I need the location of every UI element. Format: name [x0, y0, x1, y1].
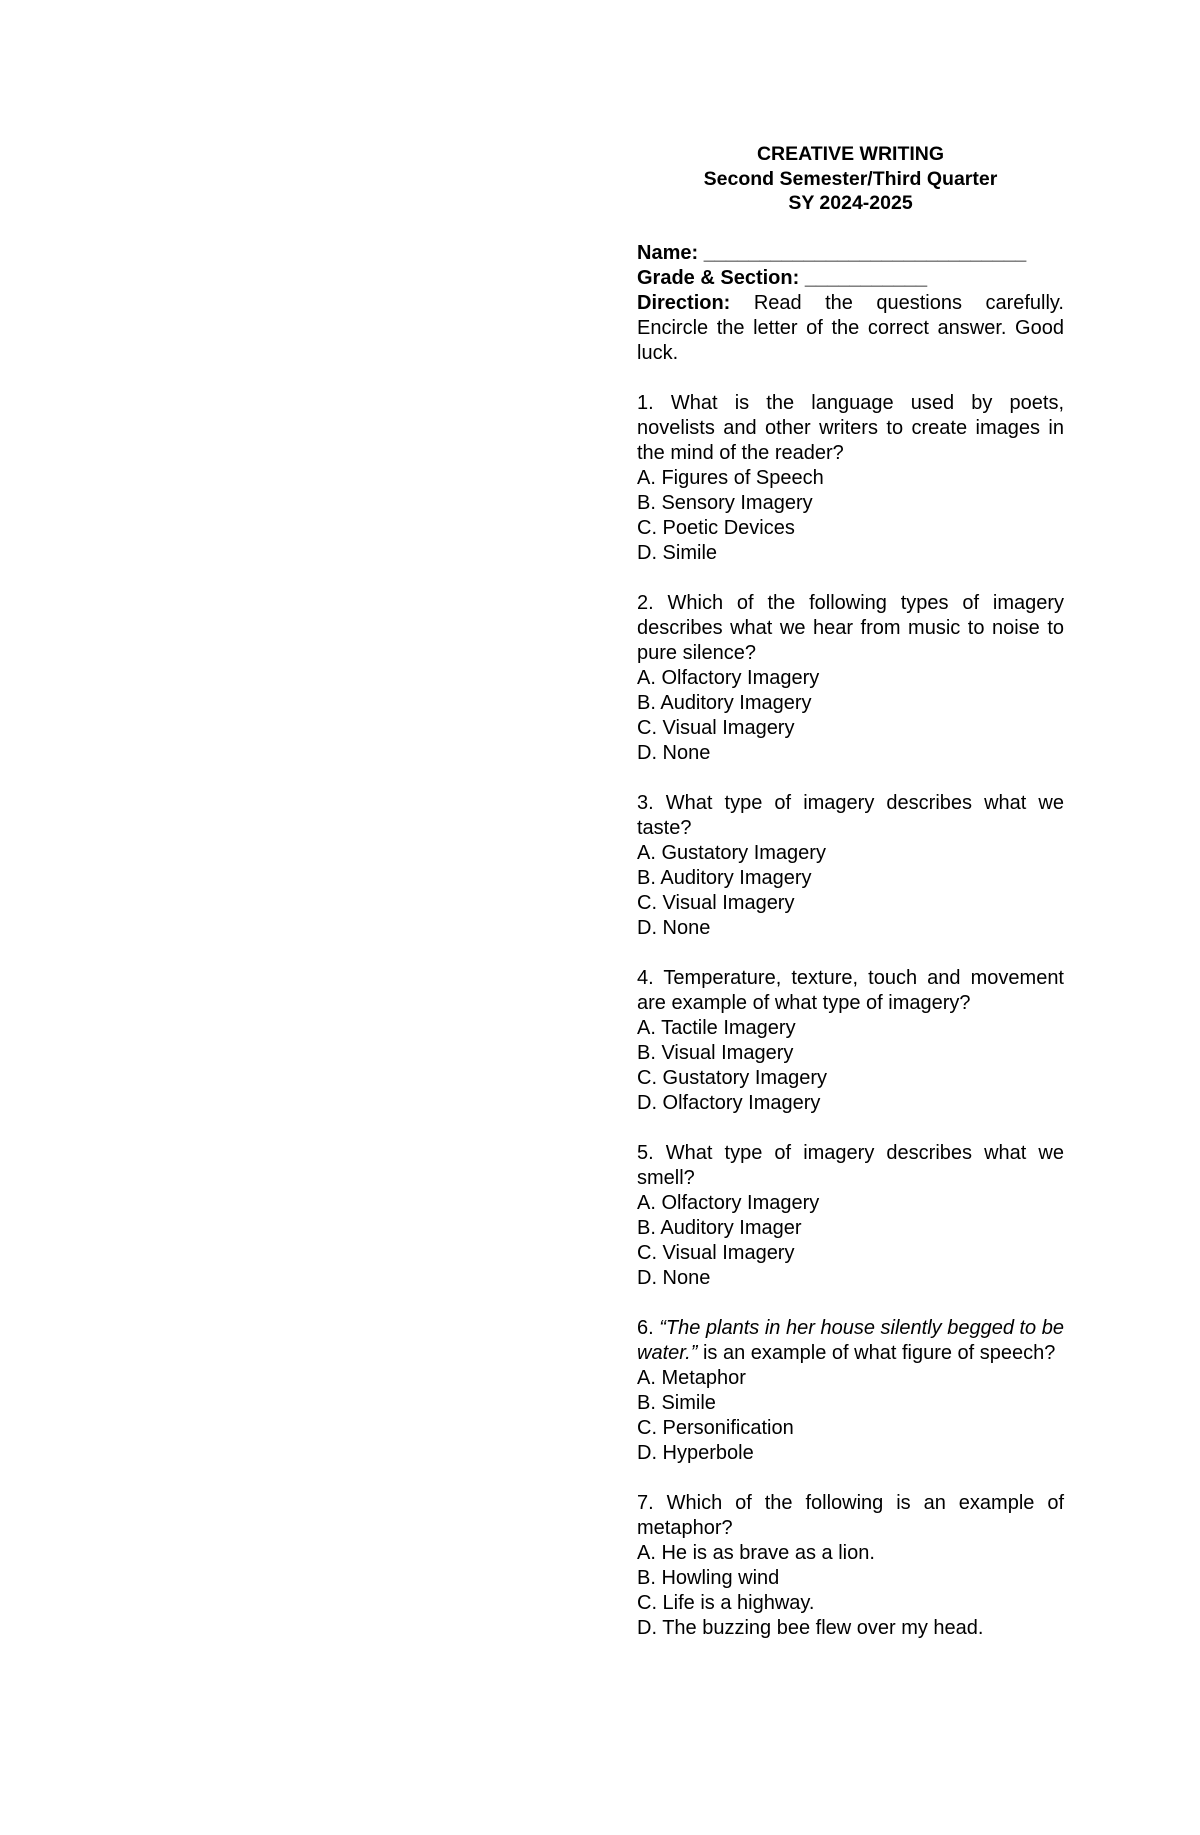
option-d: D. None	[637, 916, 711, 939]
option-a: A. He is as brave as a lion.	[637, 1541, 875, 1564]
option-b: B. Sensory Imagery	[637, 491, 813, 514]
direction-text: Read the questions carefully. Encircle the letter of the correct answer. Good luck.	[637, 291, 1064, 364]
grade-section-blank-line: ___________	[804, 266, 928, 289]
option-d: D. Simile	[637, 541, 718, 564]
question-5	[637, 1141, 1064, 1291]
question-7	[637, 1491, 1064, 1641]
question-text	[637, 591, 1064, 666]
question-3	[637, 791, 1064, 941]
question-number: 7.	[637, 1491, 654, 1514]
document-header	[637, 142, 1064, 216]
question-text	[637, 966, 1064, 1016]
question-text	[637, 1491, 1064, 1541]
option-d: D. The buzzing bee flew over my head.	[637, 1616, 984, 1639]
option-b: B. Auditory Imagery	[637, 866, 812, 889]
question-number: 1.	[637, 391, 654, 414]
question-2	[637, 591, 1064, 766]
question-text	[637, 791, 1064, 841]
option-d: D. None	[637, 741, 711, 764]
question-6	[637, 1316, 1064, 1466]
option-c: C. Poetic Devices	[637, 516, 795, 539]
question-prompt: Which of the following types of imagery describes what we hear from music to noise to pure silence?	[637, 591, 1065, 664]
grade-section-field	[637, 266, 1064, 291]
name-blank-line: _____________________________	[703, 241, 1027, 264]
question-prompt: What type of imagery describes what we taste?	[637, 791, 1064, 839]
question-1	[637, 391, 1064, 566]
question-4	[637, 966, 1064, 1116]
document-subtitle: Second Semester/Third Quarter	[703, 167, 998, 190]
grade-section-label: Grade & Section:	[637, 266, 800, 289]
name-label: Name:	[637, 241, 699, 264]
option-b: B. Simile	[637, 1391, 716, 1414]
direction	[637, 291, 1064, 366]
option-c: C. Gustatory Imagery	[637, 1066, 828, 1089]
name-field	[637, 241, 1064, 266]
option-d: D. None	[637, 1266, 711, 1289]
option-a: A. Figures of Speech	[637, 466, 824, 489]
school-year: SY 2024-2025	[788, 192, 913, 214]
document-title: CREATIVE WRITING	[756, 143, 945, 165]
question-text	[637, 1316, 1064, 1366]
option-c: C. Visual Imagery	[637, 1241, 795, 1264]
direction-label: Direction:	[637, 291, 731, 314]
option-d: D. Hyperbole	[637, 1441, 754, 1464]
option-c: C. Visual Imagery	[637, 716, 795, 739]
question-prompt: What is the language used by poets, novelists and other writers to create images in the mind of the reader?	[637, 391, 1065, 464]
question-prompt: What type of imagery describes what we smell?	[637, 1141, 1064, 1189]
option-b: B. Auditory Imagery	[637, 691, 812, 714]
option-a: A. Tactile Imagery	[637, 1016, 796, 1039]
question-text	[637, 1141, 1064, 1191]
option-b: B. Auditory Imager	[637, 1216, 802, 1239]
option-d: D. Olfactory Imagery	[637, 1091, 821, 1114]
question-quote: “The plants in her house silently begged to be water.”	[637, 1316, 1064, 1364]
option-a: A. Gustatory Imagery	[637, 841, 826, 864]
question-prompt: is an example of what figure of speech?	[702, 1341, 1056, 1364]
option-a: A. Olfactory Imagery	[637, 666, 820, 689]
option-c: C. Life is a highway.	[637, 1591, 815, 1614]
option-a: A. Metaphor	[637, 1366, 746, 1389]
spacer	[637, 216, 1064, 241]
question-number: 4.	[637, 966, 654, 989]
question-prompt: Which of the following is an example of metaphor?	[637, 1491, 1064, 1539]
question-text	[637, 391, 1064, 466]
option-b: B. Visual Imagery	[637, 1041, 794, 1064]
option-b: B. Howling wind	[637, 1566, 780, 1589]
question-prompt: Temperature, texture, touch and movement are example of what type of imagery?	[637, 966, 1064, 1014]
option-c: C. Personification	[637, 1416, 794, 1439]
question-number: 5.	[637, 1141, 654, 1164]
question-number: 3.	[637, 791, 654, 814]
option-a: A. Olfactory Imagery	[637, 1191, 820, 1214]
question-number: 6.	[637, 1316, 654, 1339]
question-number: 2.	[637, 591, 654, 614]
quiz-column	[637, 142, 1064, 1641]
option-c: C. Visual Imagery	[637, 891, 795, 914]
